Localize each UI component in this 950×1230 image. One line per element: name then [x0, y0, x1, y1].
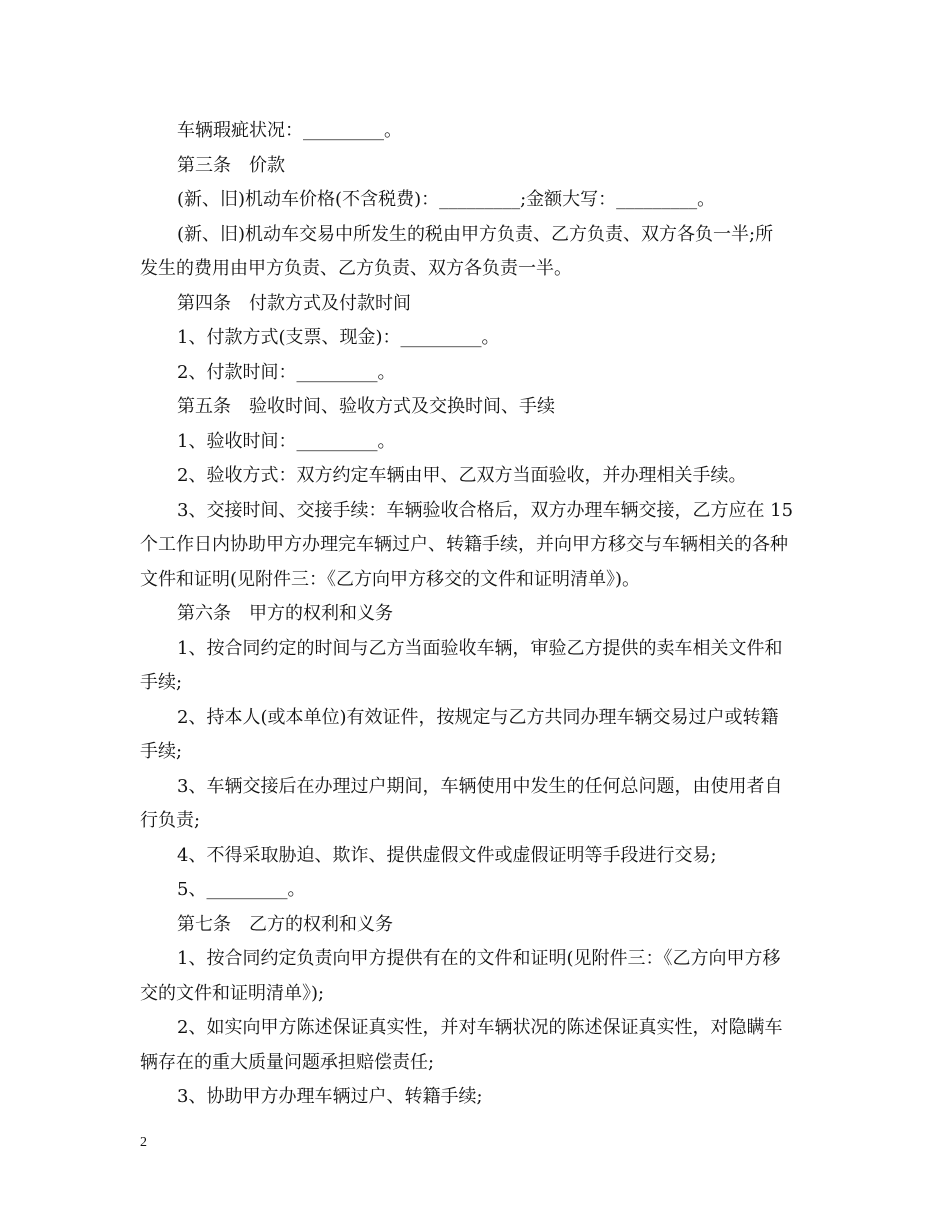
text-line: 1、按合同约定负责向甲方提供有在的文件和证明(见附件三：《乙方向甲方移: [177, 948, 781, 969]
text-line: 文件和证明(见附件三：《乙方向甲方移交的文件和证明清单》)。: [140, 568, 641, 590]
text-line: 2、付款时间：_________。: [177, 361, 396, 383]
text-line: 个工作日内协助甲方办理完车辆过户、转籍手续，并向甲方移交与车辆相关的各种: [140, 534, 788, 555]
text-line: 1、按合同约定的时间与乙方当面验收车辆，审验乙方提供的卖车相关文件和: [177, 637, 783, 659]
text-line: 2、如实向甲方陈述保证真实性，并对车辆状况的陈述保证真实性，对隐瞒车: [177, 1017, 783, 1038]
text-line: 车辆瑕疵状况：_________。: [177, 120, 402, 141]
text-line: (新、旧)机动车价格(不含税费)：_________;金额大写：_________。: [177, 189, 716, 210]
text-line: 3、车辆交接后在办理过户期间，车辆使用中发生的任何总问题，由使用者自: [177, 775, 783, 797]
text-line: 发生的费用由甲方负责、乙方负责、双方各负责一半。: [140, 258, 572, 279]
text-line: 2、验收方式：双方约定车辆由甲、乙双方当面验收，并办理相关手续。: [177, 465, 747, 486]
text-line: 手续;: [140, 672, 183, 693]
text-line: 交的文件和证明清单》);: [140, 982, 325, 1004]
text-line: 手续;: [140, 741, 183, 762]
document-body: [140, 114, 815, 1115]
text-line: 辆存在的重大质量问题承担赔偿责任;: [140, 1051, 435, 1073]
text-line: 5、_________。: [177, 879, 306, 900]
text-line: 1、验收时间：_________。: [177, 430, 396, 452]
text-line: 1、付款方式(支票、现金)：_________。: [177, 327, 500, 348]
section-heading: 第六条 甲方的权利和义务: [177, 603, 393, 624]
text-line: 3、交接时间、交接手续：车辆验收合格后，双方办理车辆交接，乙方应在 15: [177, 499, 794, 521]
text-line: (新、旧)机动车交易中所发生的税由甲方负责、乙方负责、双方各负一半;所: [177, 223, 774, 245]
text-line: 行负责;: [140, 810, 201, 831]
text-line: 3、协助甲方办理车辆过户、转籍手续;: [177, 1086, 483, 1107]
section-heading: 第四条 付款方式及付款时间: [177, 292, 411, 314]
section-heading: 第五条 验收时间、验收方式及交换时间、手续: [177, 396, 555, 417]
text-line: 2、持本人(或本单位)有效证件，按规定与乙方共同办理车辆交易过户或转籍: [177, 706, 779, 728]
section-heading: 第三条 价款: [177, 154, 285, 176]
text-line: 4、不得采取胁迫、欺诈、提供虚假文件或虚假证明等手段进行交易;: [177, 844, 717, 866]
page-number: 2: [140, 1135, 147, 1150]
section-heading: 第七条 乙方的权利和义务: [177, 913, 393, 935]
